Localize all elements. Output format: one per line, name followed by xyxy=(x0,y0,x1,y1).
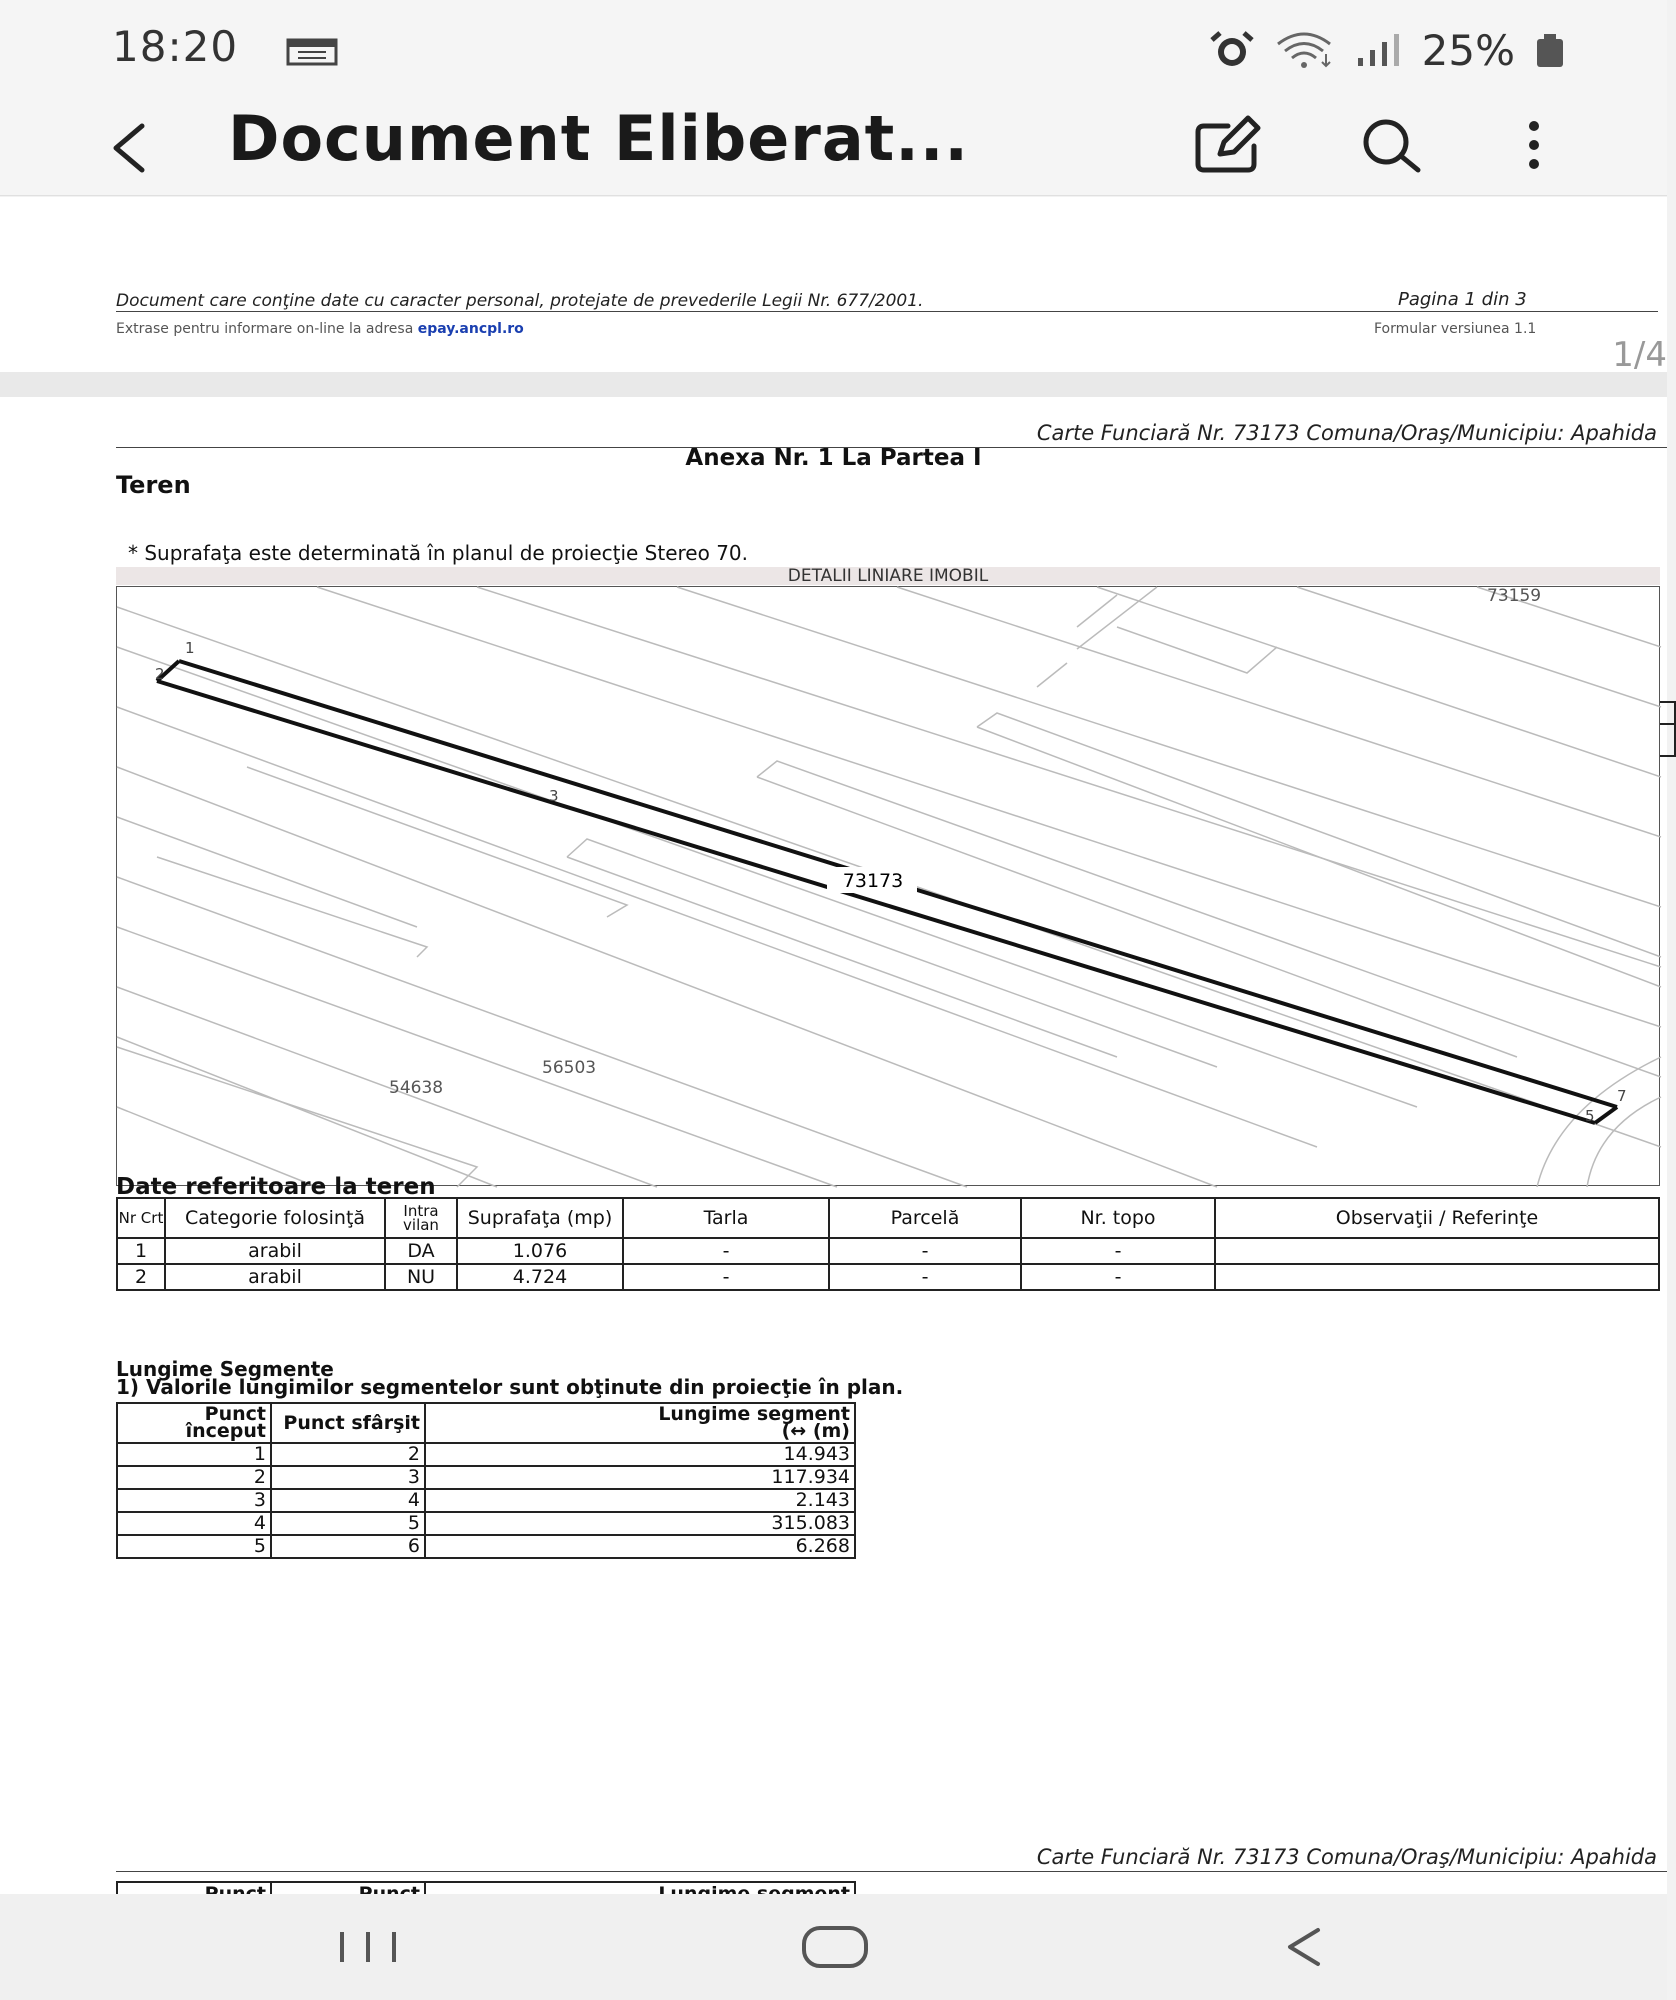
page1-form-version: Formular versiunea 1.1 xyxy=(1374,321,1537,337)
cell-intravilan: DA xyxy=(385,1238,457,1264)
cell-length: 14.943 xyxy=(425,1443,855,1466)
status-time: 18:20 xyxy=(112,22,239,71)
cadastral-plan xyxy=(116,586,1660,1186)
alarm-icon xyxy=(1208,30,1256,70)
cell-start: 3 xyxy=(117,1489,271,1512)
cell-obs xyxy=(1215,1264,1659,1290)
point-label-5: 5 xyxy=(1585,1107,1595,1125)
point-label-2: 2 xyxy=(155,665,165,683)
page-2 xyxy=(0,397,1667,1992)
status-icons xyxy=(1208,24,1567,76)
page1-extract-label: Extrase pentru informare on-line la adresa xyxy=(116,321,414,337)
cell-categorie: arabil xyxy=(165,1264,385,1290)
plan-drawing xyxy=(117,587,1661,1187)
cell-length: 315.083 xyxy=(425,1512,855,1535)
th-suprafata-mp: Suprafaţa (mp) xyxy=(457,1198,623,1238)
cell-parcela: - xyxy=(829,1238,1021,1264)
lungime-table xyxy=(116,1402,856,1559)
cell-start: 1 xyxy=(117,1443,271,1466)
point-label-3: 3 xyxy=(549,787,559,805)
cell-parcela: - xyxy=(829,1264,1021,1290)
teren-title: Teren xyxy=(116,471,191,499)
cell-start: 4 xyxy=(117,1512,271,1535)
document-viewport[interactable] xyxy=(0,197,1667,1894)
home-icon[interactable] xyxy=(800,1922,870,1972)
point-label-7: 7 xyxy=(1617,1087,1627,1105)
cell-intravilan: NU xyxy=(385,1264,457,1290)
th-nr-topo: Nr. topo xyxy=(1021,1198,1215,1238)
main-parcel-label: 73173 xyxy=(842,870,904,892)
point-label-1: 1 xyxy=(185,639,195,657)
date-title: Date referitoare la teren xyxy=(116,1174,436,1200)
document-title: Document Eliberat... xyxy=(228,102,969,175)
parcel-label-56503: 56503 xyxy=(542,1058,597,1078)
more-vert-icon[interactable] xyxy=(1510,110,1558,180)
cell-end: 4 xyxy=(271,1489,425,1512)
th-lungime-label: Lungime segment xyxy=(658,1403,850,1425)
cell-obs xyxy=(1215,1238,1659,1264)
cell-tarla: - xyxy=(623,1238,829,1264)
th-punct-sfarsit: Punct sfârşit xyxy=(271,1403,425,1443)
table-row xyxy=(117,1443,855,1466)
th-obs: Observaţii / Referinţe xyxy=(1215,1198,1659,1238)
cell-suprafata: 1.076 xyxy=(457,1238,623,1264)
cell-tarla: - xyxy=(623,1264,829,1290)
page3-cf-rule xyxy=(116,1871,1667,1872)
wifi-icon xyxy=(1274,30,1336,70)
page-1 xyxy=(0,197,1667,375)
page1-extract-text xyxy=(116,321,524,337)
system-nav-bar xyxy=(0,1894,1667,2000)
cell-length: 6.268 xyxy=(425,1535,855,1558)
page3-cf-header: Carte Funciară Nr. 73173 Comuna/Oraş/Municipiu: Apahida xyxy=(1036,1845,1657,1869)
th-lungime xyxy=(425,1403,855,1443)
th-intravilan: Intra vilan xyxy=(385,1198,457,1238)
detalii-title: DETALII LINIARE IMOBIL xyxy=(116,567,1660,585)
status-bar xyxy=(0,0,1667,100)
cell-start: 2 xyxy=(117,1466,271,1489)
page1-page-label: Pagina 1 din 3 xyxy=(1398,289,1527,310)
cell-end: 2 xyxy=(271,1443,425,1466)
table-row xyxy=(117,1466,855,1489)
cell-end: 3 xyxy=(271,1466,425,1489)
cell-categorie: arabil xyxy=(165,1238,385,1264)
cf-header: Carte Funciară Nr. 73173 Comuna/Oraş/Municipiu: Apahida xyxy=(1036,421,1657,445)
battery-percent: 25% xyxy=(1421,25,1515,75)
lungime-title: Lungime Segmente xyxy=(116,1357,334,1381)
lungime-note: 1) Valorile lungimilor segmentelor sunt obţinute din proiecţie în plan. xyxy=(116,1375,904,1399)
cell-nr: 1 xyxy=(117,1238,165,1264)
app-bar xyxy=(0,100,1667,196)
page1-indicator: 1/4 xyxy=(1612,335,1667,375)
th-lungime-unit: (↔ (m) xyxy=(781,1420,850,1442)
parcel-label-73159: 73159 xyxy=(1487,586,1542,606)
cell-end: 6 xyxy=(271,1535,425,1558)
edit-icon[interactable] xyxy=(1190,110,1266,180)
battery-icon xyxy=(1533,30,1567,70)
anexa-title: Anexa Nr. 1 La Partea I xyxy=(685,445,982,471)
cell-length: 117.934 xyxy=(425,1466,855,1489)
table-row xyxy=(117,1264,1659,1290)
nav-back-icon[interactable] xyxy=(1282,1924,1326,1970)
calendar-icon xyxy=(286,36,338,66)
parcel-label-54638: 54638 xyxy=(389,1078,444,1098)
cell-length: 2.143 xyxy=(425,1489,855,1512)
page1-footer-rule xyxy=(116,311,1658,312)
th-nr-crt: Nr Crt xyxy=(117,1198,165,1238)
cell-nr-topo: - xyxy=(1021,1264,1215,1290)
table-row xyxy=(117,1238,1659,1264)
signal-icon xyxy=(1354,30,1404,70)
th-categorie: Categorie folosinţă xyxy=(165,1198,385,1238)
page1-notice: Document care conţine date cu caracter personal, protejate de prevederile Legii Nr. 677/2001. xyxy=(116,291,924,311)
cell-suprafata: 4.724 xyxy=(457,1264,623,1290)
th-punct-inceput: Punct început xyxy=(117,1403,271,1443)
cell-start: 5 xyxy=(117,1535,271,1558)
cell-nr-topo: - xyxy=(1021,1238,1215,1264)
back-arrow-icon[interactable] xyxy=(100,112,160,182)
th-parcela: Parcelă xyxy=(829,1198,1021,1238)
page1-extract-link[interactable]: epay.ancpl.ro xyxy=(417,321,524,337)
date-table xyxy=(116,1197,1660,1291)
th-tarla: Tarla xyxy=(623,1198,829,1238)
cell-nr: 2 xyxy=(117,1264,165,1290)
search-icon[interactable] xyxy=(1352,110,1428,180)
teren-note: * Suprafaţa este determinată în planul de proiecţie Stereo 70. xyxy=(128,541,749,565)
recent-apps-icon[interactable] xyxy=(336,1928,400,1966)
table-row xyxy=(117,1535,855,1558)
cell-end: 5 xyxy=(271,1512,425,1535)
table-row xyxy=(117,1489,855,1512)
table-row xyxy=(117,1512,855,1535)
